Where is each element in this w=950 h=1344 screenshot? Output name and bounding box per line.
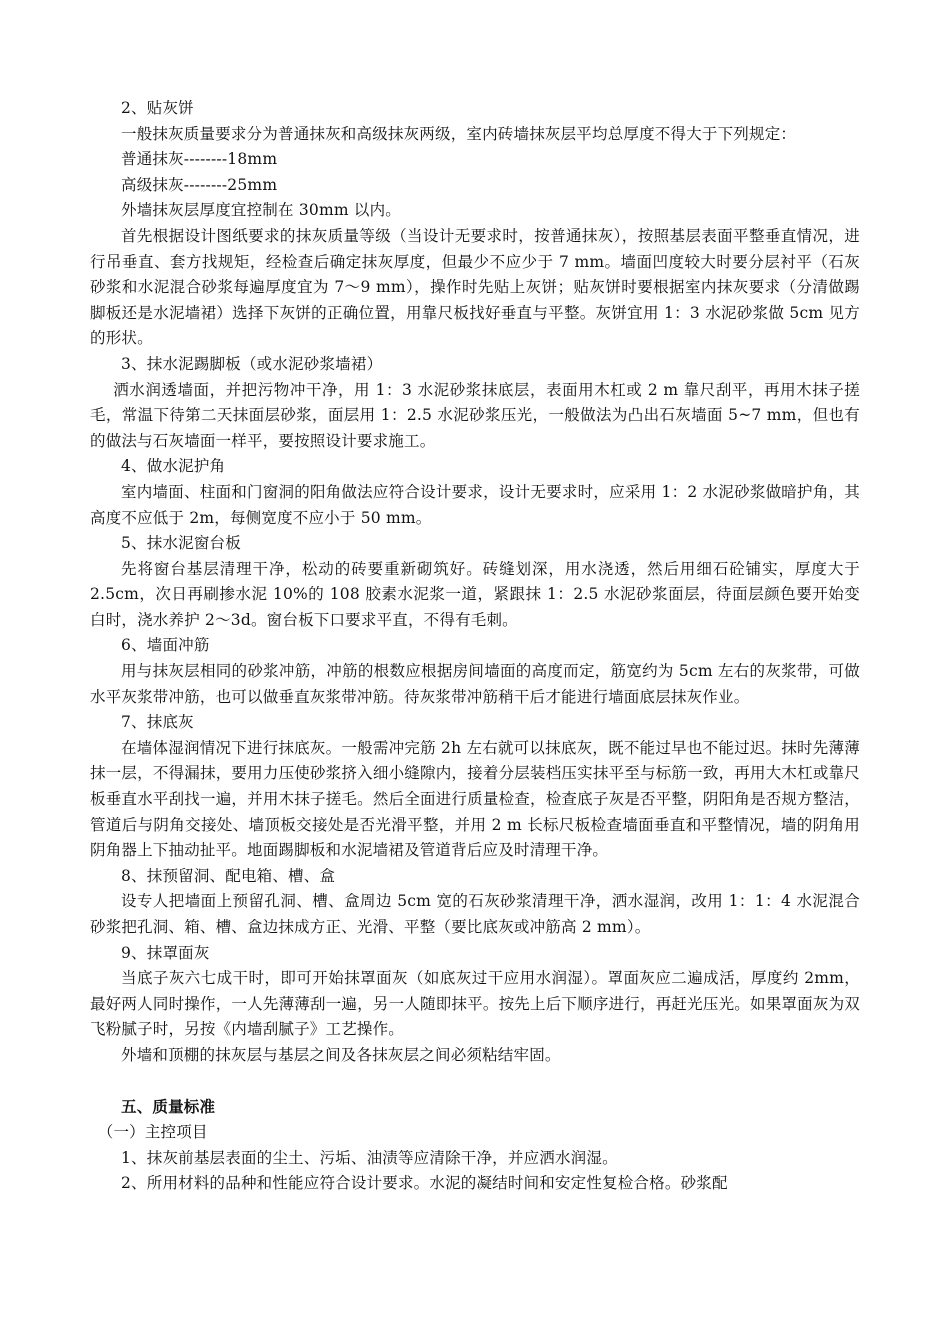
- spec-line: 高级抹灰--------25mm: [121, 175, 278, 194]
- document-page: [90, 96, 860, 1197]
- heading-7: 7、抹底灰: [121, 713, 194, 732]
- heading-2: 2、贴灰饼: [121, 99, 194, 117]
- paragraph: 首先根据设计图纸要求的抹灰质量等级（当设计无要求时，按普通抹灰），按照基层表面平整垂直情况，进行吊垂直、套方找规矩，经检查后确定抹灰厚度，但最少不应少于 7 mm。墙面凹度较大时要分层衬平（石灰砂浆和水泥混合砂浆每遍厚度宜为 7～9 mm），操作时先贴上灰饼；贴灰饼时要根据室内抹灰要求（分清做踢脚板还是水泥墙裙）选择下灰饼的正确位置，用靠尺板找好垂直与平整。灰饼宜用 1：3 水泥砂浆做 5cm 见方的形状。: [90, 226, 860, 348]
- heading-6: 6、墙面冲筋: [121, 636, 210, 655]
- list-item-1: 1、抹灰前基层表面的尘土、污垢、油渍等应清除干净，并应洒水润湿。: [121, 1148, 618, 1167]
- paragraph: 外墙抹灰层厚度宜控制在 30mm 以内。: [121, 201, 401, 220]
- heading-3: 3、抹水泥踢脚板（或水泥砂浆墙裙）: [121, 354, 383, 373]
- heading-4: 4、做水泥护角: [121, 457, 226, 476]
- paragraph: 设专人把墙面上预留孔洞、槽、盒周边 5cm 宽的石灰砂浆清理干净，洒水湿润，改用 1：1：4 水泥混合砂浆把孔洞、箱、槽、盒边抹成方正、光滑、平整（要比底灰或冲筋高 2 mm）。: [90, 892, 860, 936]
- paragraph: 外墙和顶棚的抹灰层与基层之间及各抹灰层之间必须粘结牢固。: [121, 1045, 561, 1064]
- paragraph: 在墙体湿润情况下进行抹底灰。一般需冲完筋 2h 左右就可以抹底灰，既不能过早也不能过迟。抹时先薄薄抹一层，不得漏抹，要用力压使砂浆挤入细小缝隙内，接着分层装档压实抹平至与标筋一致，再用大木杠或靠尺板垂直水平刮找一遍，并用木抹子搓毛。然后全面进行质量检查，检查底子灰是否平整，阴阳角是否规方整洁，管道后与阴角交接处、墙顶板交接处是否光滑平整，并用 2 m 长标尺板检查墙面垂直和平整情况，墙的阴角用阴角器上下抽动扯平。地面踢脚板和水泥墙裙及管道背后应及时清理干净。: [90, 738, 860, 860]
- heading-5: 5、抹水泥窗台板: [121, 534, 241, 553]
- section-title: 五、质量标准: [121, 1097, 216, 1116]
- spec-line: 普通抹灰--------18mm: [121, 150, 278, 169]
- subsection-title: （一）主控项目: [97, 1123, 208, 1142]
- paragraph: 用与抹灰层相同的砂浆冲筋，冲筋的根数应根据房间墙面的高度而定，筋宽约为 5cm 左右的灰浆带，可做水平灰浆带冲筋，也可以做垂直灰浆带冲筋。待灰浆带冲筋稍干后才能进行墙面底层抹灰作业。: [90, 662, 860, 706]
- paragraph: 一般抹灰质量要求分为普通抹灰和高级抹灰两级，室内砖墙抹灰层平均总厚度不得大于下列规定：: [121, 124, 797, 143]
- paragraph: 先将窗台基层清理干净，松动的砖要重新砌筑好。砖缝划深，用水浇透，然后用细石砼铺实，厚度大于 2.5cm，次日再刷掺水泥 10%的 108 胶素水泥浆一道，紧跟抹 1：2.5 水泥砂浆面层，待面层颜色要开始变白时，浇水养护 2～3d。窗台板下口要求平直，不得有毛刺。: [90, 559, 860, 629]
- paragraph: 室内墙面、柱面和门窗洞的阳角做法应符合设计要求，设计无要求时，应采用 1：2 水泥砂浆做暗护角，其高度不应低于 2m，每侧宽度不应小于 50 mm。: [90, 482, 860, 527]
- heading-9: 9、抹罩面灰: [121, 943, 210, 962]
- list-item-2: 2、所用材料的品种和性能应符合设计要求。水泥的凝结时间和安定性复检合格。砂浆配: [121, 1174, 728, 1193]
- paragraph: 当底子灰六七成干时，即可开始抹罩面灰（如底灰过干应用水润湿）。罩面灰应二遍成活，厚度约 2mm，最好两人同时操作，一人先薄薄刮一遍，另一人随即抹平。按先上后下顺序进行，再赶光压光。如果罩面灰为双飞粉腻子时，另按《内墙刮腻子》工艺操作。: [90, 969, 860, 1039]
- paragraph: 洒水润透墙面，并把污物冲干净，用 1：3 水泥砂浆抹底层，表面用木杠或 2 m 靠尺刮平，再用木抹子搓毛，常温下待第二天抹面层砂浆，面层用 1：2.5 水泥砂浆压光，一般做法为凸出石灰墙面 5~7 mm，但也有的做法与石灰墙面一样平，要按照设计要求施工。: [90, 380, 860, 450]
- heading-8: 8、抹预留洞、配电箱、槽、盒: [121, 866, 336, 885]
- spacer: [90, 1069, 860, 1095]
